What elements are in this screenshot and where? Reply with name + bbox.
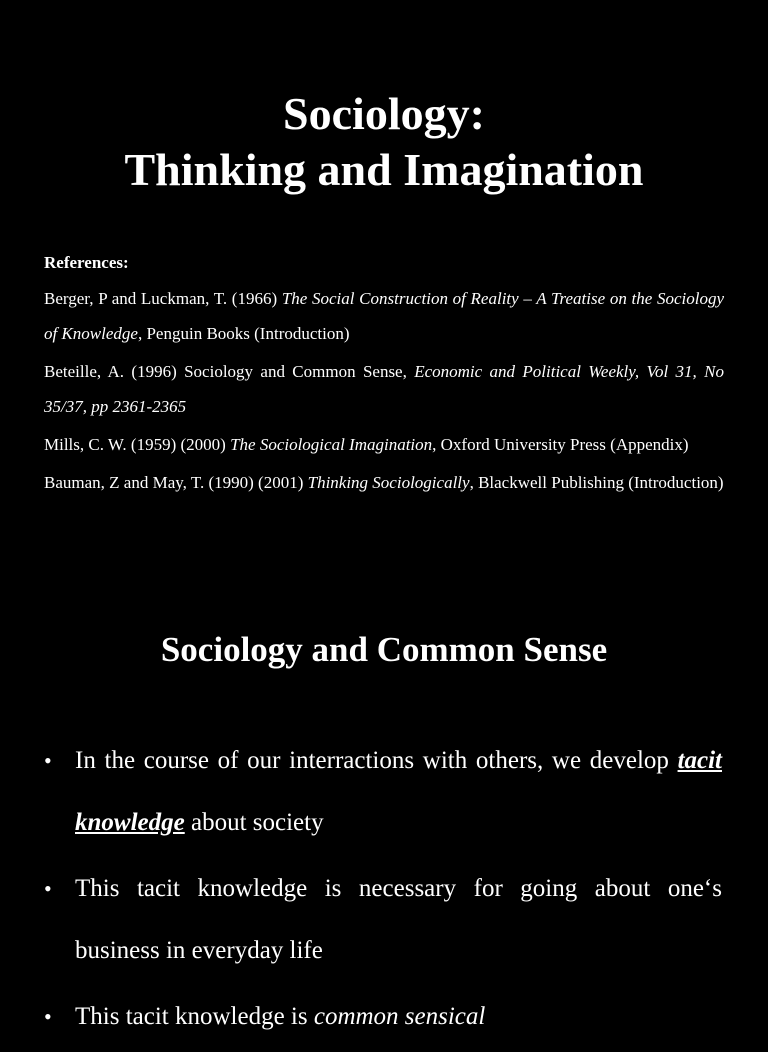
bullet-list bbox=[44, 730, 722, 1052]
bullet-text: This tacit knowledge is bbox=[75, 1003, 314, 1030]
reference-text: Berger, P and Luckman, T. (1966) bbox=[44, 289, 282, 308]
bullet-marker: • bbox=[44, 748, 52, 773]
references-heading: References: bbox=[44, 253, 129, 272]
reference-title: The Social Construction of Reality – A Treatise on the Sociology of Knowledge bbox=[44, 289, 724, 343]
references-block bbox=[44, 248, 724, 503]
bullet-item bbox=[44, 730, 722, 854]
reference-title: Thinking Sociologically bbox=[307, 473, 470, 492]
bullet-item bbox=[44, 858, 722, 982]
emphasized-term: common sensical bbox=[313, 1003, 486, 1030]
reference-text: , Blackwell Publishing (Introduction) bbox=[469, 473, 724, 492]
bullet-marker: • bbox=[44, 1004, 52, 1029]
title-line-2: Thinking and Imagination bbox=[124, 144, 644, 195]
reference-item bbox=[44, 281, 724, 351]
reference-text: , Penguin Books (Introduction) bbox=[137, 324, 350, 343]
bullet-text: In the course of our interractions with others, we develop bbox=[75, 747, 678, 774]
reference-title: Economic and Political Weekly, Vol 31, No 35/37, pp 2361-2365 bbox=[44, 362, 725, 416]
reference-text: , Oxford University Press (Appendix) bbox=[432, 435, 689, 454]
reference-item bbox=[44, 465, 724, 500]
reference-item bbox=[44, 427, 724, 462]
title-line-1: Sociology: bbox=[283, 88, 485, 139]
bullet-item bbox=[44, 986, 722, 1048]
bullet-marker: • bbox=[44, 876, 52, 901]
reference-text: Beteille, A. (1996) Sociology and Common Sense, bbox=[44, 362, 415, 381]
reference-item bbox=[44, 354, 724, 424]
reference-text: Mills, C. W. (1959) (2000) bbox=[44, 435, 231, 454]
reference-text: Bauman, Z and May, T. (1990) (2001) bbox=[44, 473, 308, 492]
reference-title: The Sociological Imagination bbox=[230, 435, 433, 454]
bullet-text: about society bbox=[184, 809, 324, 836]
bullet-text: This tacit knowledge is necessary for going about one‘s business in everyday life bbox=[75, 875, 722, 964]
page-title bbox=[0, 86, 768, 198]
section-title: Sociology and Common Sense bbox=[160, 630, 608, 669]
emphasized-term: tacit knowledge bbox=[75, 747, 722, 836]
